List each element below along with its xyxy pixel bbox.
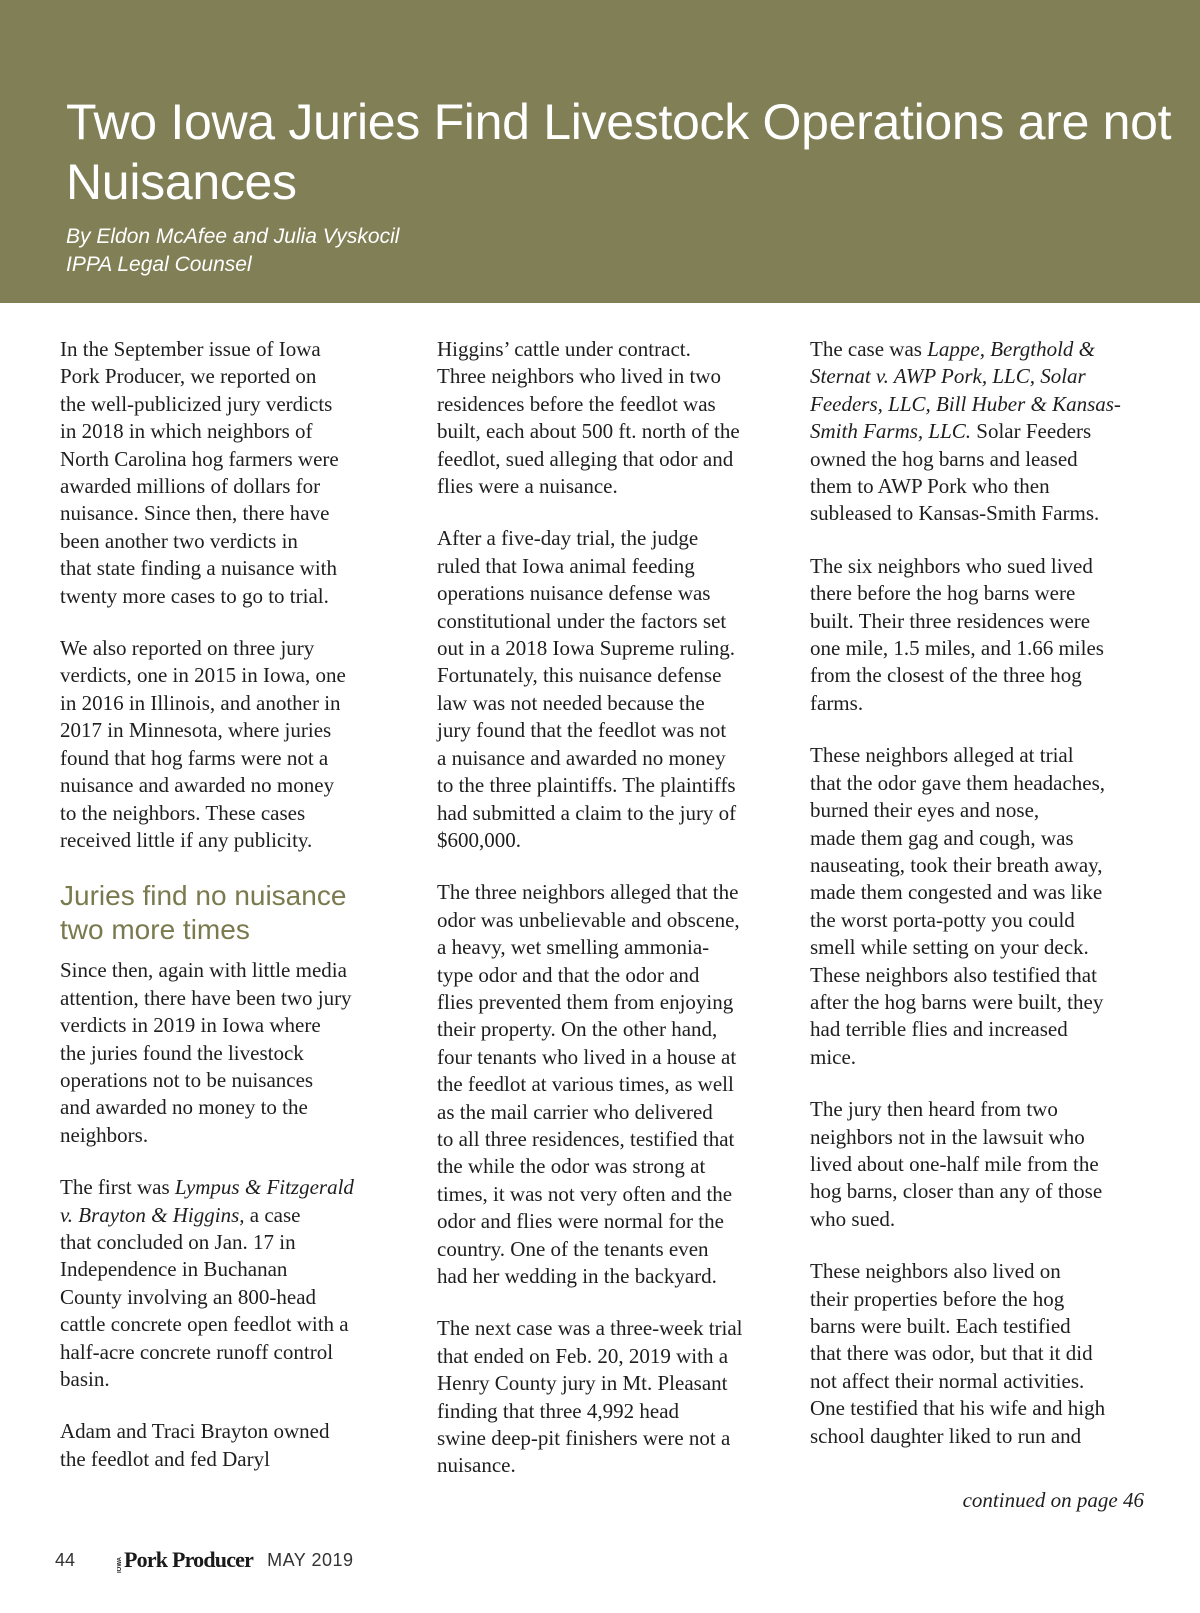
- text-line: received little if any publicity.: [60, 827, 313, 852]
- text-line: jury found that the feedlot was not: [437, 718, 727, 743]
- text-line: that concluded on Jan. 17 in: [60, 1229, 296, 1254]
- text-line: constitutional under the factors set: [437, 608, 727, 633]
- text-line: neighbors.: [60, 1122, 149, 1147]
- byline: [66, 223, 399, 279]
- text-line: the juries found the livestock: [60, 1040, 304, 1065]
- text-line: to the three plaintiffs. The plaintiffs: [437, 773, 736, 798]
- text-line: The next case was a three-week trial: [437, 1316, 743, 1341]
- article-title: Two Iowa Juries Find Livestock Operations are not Nuisances: [66, 94, 1172, 210]
- text-line: four tenants who lived in a house at: [437, 1044, 737, 1069]
- text-line: [810, 391, 1140, 418]
- byline-role: IPPA Legal Counsel: [66, 253, 252, 276]
- paragraph: [437, 525, 767, 854]
- text-line: school daughter liked to run and: [810, 1423, 1082, 1448]
- text-line: that there was odor, but that it did: [810, 1341, 1093, 1366]
- text-line: Higgins’ cattle under contract.: [437, 337, 691, 361]
- paragraph: [60, 957, 390, 1149]
- paragraph: [810, 742, 1140, 1071]
- text-line: to the neighbors. These cases: [60, 800, 306, 825]
- case-name: Sternat v. AWP Pork, LLC, Solar: [810, 364, 1086, 389]
- article-column-2: [437, 336, 767, 1480]
- text-line: These neighbors also lived on: [810, 1259, 1061, 1284]
- text-line: basin.: [60, 1367, 110, 1391]
- text-line: These neighbors also testified that: [810, 962, 1097, 987]
- text-line: 2017 in Minnesota, where juries: [60, 718, 332, 743]
- text-line: made them gag and cough, was: [810, 825, 1074, 850]
- text-line: not affect their normal activities.: [810, 1368, 1085, 1393]
- text-line: Pork Producer, we reported on: [60, 364, 317, 389]
- text-line: Fortunately, this nuisance defense: [437, 663, 722, 688]
- paragraph: [810, 1096, 1140, 1233]
- text-line: to all three residences, testified that: [437, 1126, 735, 1151]
- section-subhead: [60, 879, 390, 947]
- text-line: had terrible flies and increased: [810, 1017, 1068, 1042]
- text-line: their property. On the other hand,: [437, 1017, 718, 1042]
- text-line: a nuisance and awarded no money: [437, 745, 726, 770]
- text-line: Adam and Traci Brayton owned: [60, 1419, 330, 1444]
- byline-authors: By Eldon McAfee and Julia Vyskocil: [66, 225, 400, 248]
- paragraph: [60, 1174, 390, 1393]
- text-line: [60, 1174, 390, 1201]
- text-line: that state finding a nuisance with: [60, 556, 338, 581]
- text-line: there before the hog barns were: [810, 581, 1076, 606]
- text-line: barns were built. Each testified: [810, 1314, 1071, 1338]
- text-line: the feedlot at various times, as well: [437, 1072, 734, 1097]
- subhead-line: Juries find no nuisance: [60, 880, 347, 912]
- text-line: nuisance and awarded no money: [60, 773, 335, 798]
- text-line: half-acre concrete runoff control: [60, 1339, 334, 1364]
- text-line: County involving an 800-head: [60, 1284, 317, 1309]
- text-line: and awarded no money to the: [60, 1095, 308, 1120]
- text-line: odor was unbelievable and obscene,: [437, 907, 740, 932]
- text-line: times, it was not very often and the: [437, 1181, 733, 1206]
- page-footer: [55, 1545, 354, 1575]
- text-line: as the mail carrier who delivered: [437, 1099, 713, 1124]
- case-name: Smith Farms, LLC.: [810, 419, 972, 444]
- paragraph: [810, 1258, 1140, 1450]
- text-line: in 2018 in which neighbors of: [60, 419, 313, 444]
- text-line: built, each about 500 ft. north of the: [437, 419, 740, 444]
- text-line: [810, 418, 1140, 445]
- issue-date: MAY 2019: [267, 1549, 354, 1570]
- text-line: Independence in Buchanan: [60, 1257, 288, 1282]
- text-line: that the odor gave them headaches,: [810, 770, 1106, 795]
- text-line: owned the hog barns and leased: [810, 446, 1078, 471]
- paragraph: [437, 1315, 767, 1479]
- text-line: a heavy, wet smelling ammonia-: [437, 935, 710, 960]
- text-line: $600,000.: [437, 827, 521, 852]
- text-line: made them congested and was like: [810, 880, 1103, 905]
- text-line: the feedlot and fed Daryl: [60, 1446, 270, 1471]
- continued-note: continued on page 46: [962, 1488, 1144, 1512]
- text-line: that ended on Feb. 20, 2019 with a: [437, 1343, 729, 1368]
- page-number: 44: [55, 1549, 76, 1570]
- text-line: the while the odor was strong at: [437, 1154, 706, 1179]
- text-line: ruled that Iowa animal feeding: [437, 553, 695, 578]
- text-line: been another two verdicts in: [60, 528, 298, 553]
- text-run: Solar Feeders: [971, 419, 1092, 444]
- text-line: found that hog farms were not a: [60, 745, 329, 770]
- text-line: hog barns, closer than any of those: [810, 1179, 1103, 1204]
- text-line: We also reported on three jury: [60, 636, 315, 661]
- text-line: feedlot, sued alleging that odor and: [437, 446, 734, 471]
- text-run: a case: [244, 1202, 301, 1227]
- text-line: The three neighbors alleged that the: [437, 880, 739, 905]
- text-line: cattle concrete open feedlot with a: [60, 1312, 349, 1337]
- logo-main-text: Pork Producer: [124, 1547, 254, 1572]
- text-line: After a five-day trial, the judge: [437, 526, 699, 551]
- magazine-logo: [117, 1547, 253, 1573]
- text-line: flies were a nuisance.: [437, 474, 618, 499]
- text-line: These neighbors alleged at trial: [810, 743, 1074, 768]
- text-line: who sued.: [810, 1206, 896, 1231]
- text-line: from the closest of the three hog: [810, 663, 1082, 688]
- text-line: operations not to be nuisances: [60, 1067, 314, 1092]
- paragraph: [810, 553, 1140, 717]
- text-line: [810, 336, 1140, 363]
- text-line: verdicts, one in 2015 in Iowa, one: [60, 663, 346, 688]
- text-line: the well-publicized jury verdicts: [60, 391, 333, 416]
- text-line: nauseating, took their breath away,: [810, 852, 1103, 877]
- text-line: country. One of the tenants even: [437, 1236, 709, 1261]
- text-line: Since then, again with little media: [60, 958, 347, 983]
- text-line: had submitted a claim to the jury of: [437, 800, 737, 825]
- text-line: verdicts in 2019 in Iowa where: [60, 1013, 321, 1038]
- text-line: flies prevented them from enjoying: [437, 989, 734, 1014]
- article-column-3: [810, 336, 1140, 1450]
- text-run: The case was: [810, 337, 928, 361]
- text-line: nuisance.: [437, 1453, 516, 1478]
- text-line: odor and flies were normal for the: [437, 1209, 724, 1234]
- title-banner: [0, 0, 1200, 303]
- paragraph: [437, 879, 767, 1290]
- case-name: Lympus & Fitzgerald: [174, 1175, 354, 1200]
- text-line: [60, 1202, 390, 1229]
- text-line: law was not needed because the: [437, 690, 705, 715]
- text-line: their properties before the hog: [810, 1286, 1065, 1311]
- logo-small-text: IOWA: [117, 1557, 123, 1573]
- text-line: subleased to Kansas-Smith Farms.: [810, 501, 1100, 526]
- text-line: The jury then heard from two: [810, 1097, 1058, 1122]
- text-line: had her wedding in the backyard.: [437, 1264, 717, 1288]
- text-line: The six neighbors who sued lived: [810, 553, 1093, 578]
- text-line: one mile, 1.5 miles, and 1.66 miles: [810, 636, 1104, 661]
- text-line: them to AWP Pork who then: [810, 474, 1050, 499]
- text-line: Three neighbors who lived in two: [437, 364, 722, 389]
- paragraph: [60, 635, 390, 854]
- text-line: after the hog barns were built, they: [810, 989, 1104, 1014]
- text-line: awarded millions of dollars for: [60, 474, 321, 499]
- text-line: type odor and that the odor and: [437, 962, 700, 987]
- text-line: nuisance. Since then, there have: [60, 501, 330, 526]
- text-line: One testified that his wife and high: [810, 1396, 1106, 1421]
- article-column-1: [60, 336, 390, 1473]
- text-line: built. Their three residences were: [810, 608, 1091, 633]
- subhead-line: two more times: [60, 914, 250, 946]
- paragraph: [60, 1418, 390, 1473]
- case-name: v. Brayton & Higgins,: [60, 1202, 245, 1227]
- text-line: operations nuisance defense was: [437, 581, 711, 606]
- text-line: burned their eyes and nose,: [810, 798, 1040, 823]
- case-name: Feeders, LLC, Bill Huber & Kansas-: [810, 391, 1121, 416]
- text-line: in 2016 in Illinois, and another in: [60, 690, 341, 715]
- text-line: Henry County jury in Mt. Pleasant: [437, 1371, 728, 1396]
- paragraph: [60, 336, 390, 610]
- case-name: Lappe, Bergthold &: [927, 337, 1095, 361]
- text-line: neighbors not in the lawsuit who: [810, 1124, 1085, 1149]
- text-line: swine deep-pit finishers were not a: [437, 1426, 731, 1451]
- text-line: North Carolina hog farmers were: [60, 446, 339, 471]
- text-line: [810, 363, 1140, 390]
- text-line: mice.: [810, 1044, 857, 1069]
- text-line: residences before the feedlot was: [437, 391, 716, 416]
- paragraph: [810, 336, 1140, 528]
- text-line: out in a 2018 Iowa Supreme ruling.: [437, 636, 736, 661]
- text-line: finding that three 4,992 head: [437, 1398, 680, 1423]
- text-line: lived about one-half mile from the: [810, 1151, 1099, 1176]
- text-line: smell while setting on your deck.: [810, 935, 1089, 960]
- text-line: attention, there have been two jury: [60, 985, 352, 1010]
- text-line: twenty more cases to go to trial.: [60, 583, 329, 608]
- text-line: the worst porta-potty you could: [810, 907, 1075, 932]
- paragraph: [437, 336, 767, 500]
- text-line: farms.: [810, 690, 864, 715]
- text-line: In the September issue of Iowa: [60, 337, 321, 361]
- text-run: The first was: [60, 1175, 175, 1200]
